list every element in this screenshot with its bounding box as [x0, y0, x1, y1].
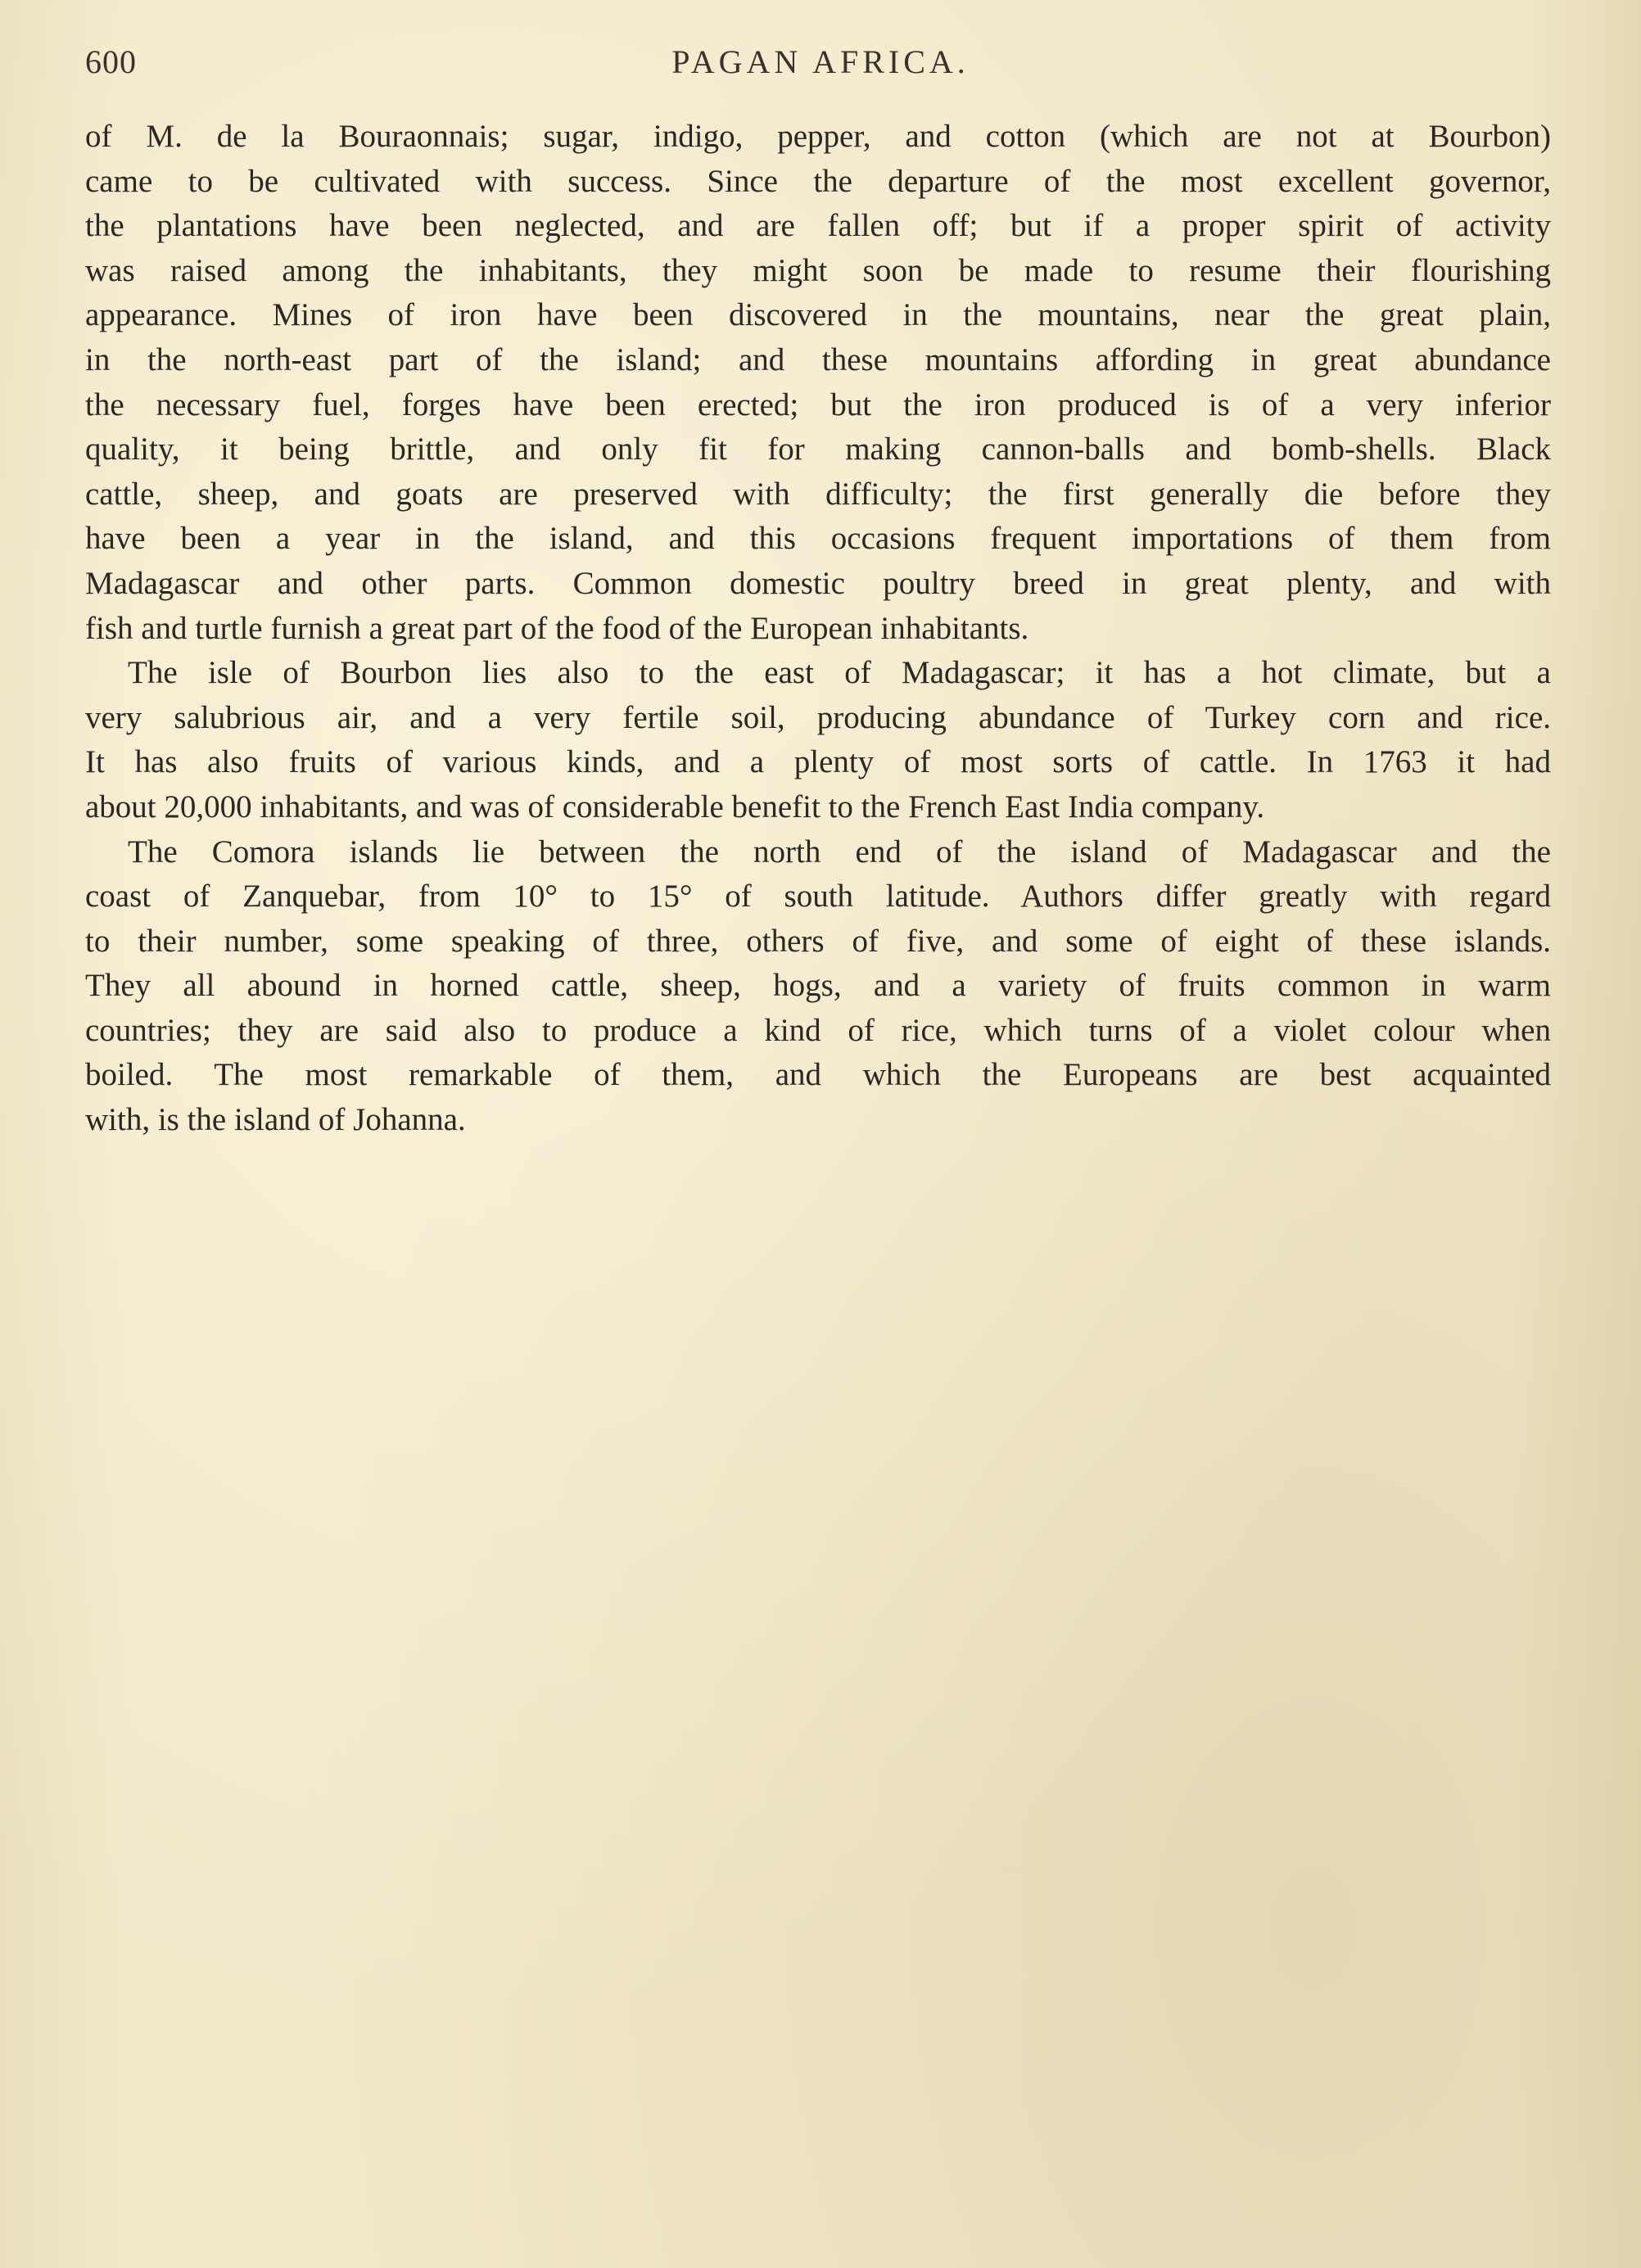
text-line: about 20,000 inhabitants, and was of considerable benefit to the French East India company. — [85, 788, 1265, 825]
paragraph — [85, 830, 1551, 1143]
text-line: the necessary fuel, forges have been erected; but the iron produced is of a very inferior — [85, 386, 1551, 422]
text-line: They all abound in horned cattle, sheep, hogs, and a variety of fruits common in warm — [85, 968, 1551, 1004]
text-line: came to be cultivated with success. Since the departure of the most excellent governor, — [85, 163, 1551, 199]
text-line: very salubrious air, and a very fertile soil, producing abundance of Turkey corn and rice. — [85, 699, 1551, 735]
text-line: boiled. The most remarkable of them, and which the Europeans are best acquainted — [85, 1057, 1551, 1093]
text-line: of M. de la Bouraonnais; sugar, indigo, pepper, and cotton (which are not at Bourbon) — [85, 119, 1551, 154]
running-head — [85, 43, 1556, 92]
text-line: with, is the island of Johanna. — [85, 1102, 466, 1138]
text-line: in the north-east part of the island; and these mountains affording in great abundance — [85, 341, 1551, 377]
paragraph — [85, 651, 1551, 829]
text-line: The Comora islands lie between the north end of the island of Madagascar and the — [128, 834, 1551, 870]
page-number: 600 — [85, 43, 137, 80]
text-line: to their number, some speaking of three, others of five, and some of eight of these islands. — [85, 923, 1551, 959]
text-line: Madagascar and other parts. Common domestic poultry breed in great plenty, and with — [85, 565, 1551, 601]
text-line: have been a year in the island, and this occasions frequent importations of them from — [85, 521, 1551, 557]
text-line: It has also fruits of various kinds, and a plenty of most sorts of cattle. In 1763 it had — [85, 744, 1551, 780]
text-line: fish and turtle furnish a great part of the food of the European inhabitants. — [85, 610, 1029, 646]
text-line: coast of Zanquebar, from 10° to 15° of south latitude. Authors differ greatly with regard — [85, 879, 1551, 915]
paragraph — [85, 115, 1551, 651]
text-line: The isle of Bourbon lies also to the east of Madagascar; it has a hot climate, but a — [128, 655, 1551, 691]
text-line: quality, it being brittle, and only fit for making cannon-balls and bomb-shells. Black — [85, 431, 1551, 468]
text-line: cattle, sheep, and goats are preserved with difficulty; the first generally die before they — [85, 476, 1551, 512]
running-title: PAGAN AFRICA. — [671, 43, 970, 80]
text-line: was raised among the inhabitants, they might soon be made to resume their flourishing — [85, 252, 1551, 288]
text-line: the plantations have been neglected, and are fallen off; but if a proper spirit of activity — [85, 208, 1551, 244]
body-text — [85, 115, 1551, 1143]
text-line: appearance. Mines of iron have been discovered in the mountains, near the great plain, — [85, 297, 1551, 333]
text-line: countries; they are said also to produce a kind of rice, which turns of a violet colour when — [85, 1012, 1551, 1048]
